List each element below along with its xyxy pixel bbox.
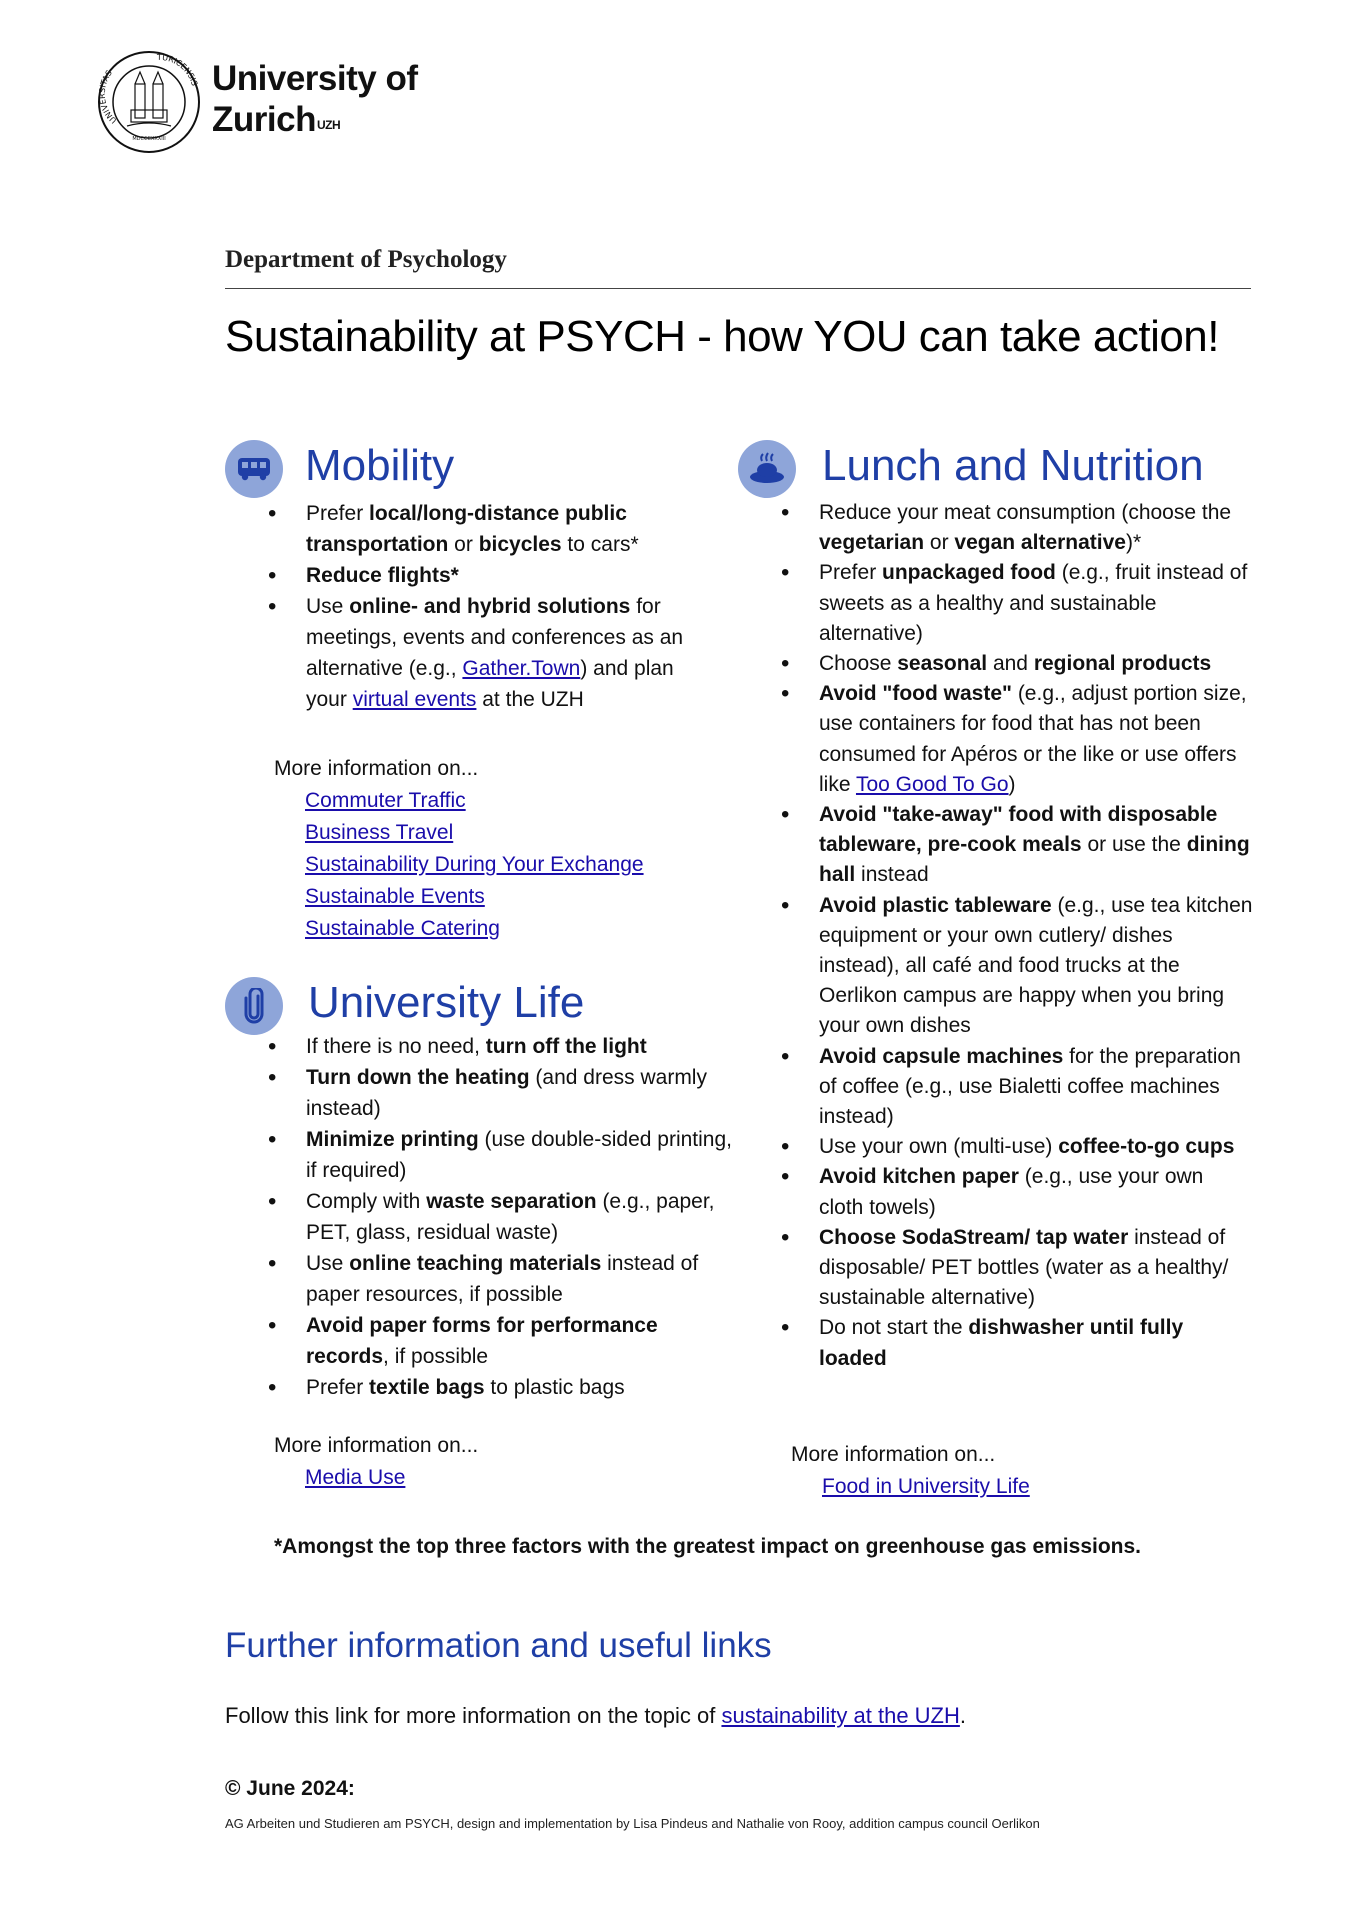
food-university-life-link[interactable]: Food in University Life bbox=[822, 1475, 1030, 1498]
list-item: • Comply with waste separation (e.g., paper, PET, glass, residual waste) bbox=[268, 1186, 738, 1248]
paperclip-icon bbox=[225, 977, 283, 1035]
header-divider bbox=[225, 288, 1251, 289]
list-item: • Avoid "take-away" food with disposable tableware, pre-cook meals or use the dining hall instead bbox=[781, 800, 1253, 891]
gather-town-link[interactable]: Gather.Town bbox=[462, 657, 581, 680]
lunch-list bbox=[781, 498, 1253, 1374]
footnote: *Amongst the top three factors with the greatest impact on greenhouse gas emissions. bbox=[274, 1535, 1141, 1558]
list-item: • Avoid paper forms for performance records, if possible bbox=[268, 1310, 738, 1372]
list-item: • Choose seasonal and regional products bbox=[781, 649, 1253, 679]
list-item: • Avoid capsule machines for the preparation of coffee (e.g., use Bialetti coffee machines instead) bbox=[781, 1042, 1253, 1133]
media-use-link[interactable]: Media Use bbox=[305, 1466, 406, 1489]
list-item: • Reduce flights* bbox=[268, 560, 718, 591]
further-info-text: Follow this link for more information on the topic of sustainability at the UZH. bbox=[225, 1703, 967, 1728]
food-plate-icon bbox=[738, 440, 796, 498]
uzh-seal-logo bbox=[97, 50, 201, 154]
list-item: • Prefer local/long-distance public transportation or bicycles to cars* bbox=[268, 498, 718, 560]
business-travel-link[interactable]: Business Travel bbox=[305, 821, 454, 844]
lunch-more-info bbox=[791, 1439, 1030, 1503]
university-name-line2: Zurich bbox=[212, 100, 316, 139]
department-name: Department of Psychology bbox=[225, 246, 507, 273]
svg-text:TURICENSIS: TURICENSIS bbox=[156, 52, 200, 87]
lunch-heading: Lunch and Nutrition bbox=[822, 441, 1204, 490]
list-item: • Do not start the dishwasher until fully loaded bbox=[781, 1313, 1253, 1373]
list-item: • Avoid kitchen paper (e.g., use your own cloth towels) bbox=[781, 1162, 1253, 1222]
virtual-events-link[interactable]: virtual events bbox=[352, 688, 477, 711]
mobility-more-info bbox=[274, 753, 644, 945]
more-info-label: More information on... bbox=[274, 1434, 479, 1457]
bus-icon bbox=[225, 440, 283, 498]
svg-text:MDCCCXXXIII: MDCCCXXXIII bbox=[132, 136, 166, 142]
list-item: • Use your own (multi-use) coffee-to-go cups bbox=[781, 1132, 1253, 1162]
page-title: Sustainability at PSYCH - how YOU can take action! bbox=[225, 312, 1220, 361]
list-item: • Avoid plastic tableware (e.g., use tea kitchen equipment or your own cutlery/ dishes instead), all café and food trucks at the Oerlikon campus are happy when you bring your own dishes bbox=[781, 891, 1253, 1042]
university-life-list bbox=[268, 1031, 738, 1403]
list-item: • Prefer textile bags to plastic bags bbox=[268, 1372, 738, 1403]
list-item: • Prefer unpackaged food (e.g., fruit instead of sweets as a healthy and sustainable alternative) bbox=[781, 558, 1253, 649]
university-name bbox=[212, 58, 418, 140]
list-item: • Use online- and hybrid solutions for meetings, events and conferences as an alternative (e.g., Gather.Town) and plan your virtual events at the UZH bbox=[268, 591, 718, 715]
university-name-line1: University of bbox=[212, 59, 418, 98]
further-info-heading: Further information and useful links bbox=[225, 1626, 772, 1665]
sustainable-events-link[interactable]: Sustainable Events bbox=[305, 885, 485, 908]
copyright: © June 2024: bbox=[225, 1777, 355, 1800]
list-item: • Avoid "food waste" (e.g., adjust portion size, use containers for food that has not been consumed for Apéros or the like or use offers like Too Good To Go) bbox=[781, 679, 1253, 800]
list-item: • Choose SodaStream/ tap water instead of disposable/ PET bottles (water as a healthy/ sustainable alternative) bbox=[781, 1223, 1253, 1314]
list-item: • Minimize printing (use double-sided printing, if required) bbox=[268, 1124, 738, 1186]
commuter-traffic-link[interactable]: Commuter Traffic bbox=[305, 789, 466, 812]
more-info-label: More information on... bbox=[791, 1443, 996, 1466]
credits: AG Arbeiten und Studieren am PSYCH, design and implementation by Lisa Pindeus and Nathalie von Rooy, addition campus council Oerlikon bbox=[225, 1816, 1040, 1831]
uzh-sustainability-link[interactable]: sustainability at the UZH bbox=[721, 1703, 960, 1728]
exchange-sustainability-link[interactable]: Sustainability During Your Exchange bbox=[305, 853, 644, 876]
too-good-to-go-link[interactable]: Too Good To Go bbox=[855, 772, 1009, 796]
uzh-superscript: UZH bbox=[316, 118, 341, 132]
sustainable-catering-link[interactable]: Sustainable Catering bbox=[305, 917, 500, 940]
mobility-heading: Mobility bbox=[305, 441, 455, 490]
list-item: • Use online teaching materials instead of paper resources, if possible bbox=[268, 1248, 738, 1310]
list-item: • Reduce your meat consumption (choose the vegetarian or vegan alternative)* bbox=[781, 498, 1253, 558]
list-item: • If there is no need, turn off the light bbox=[268, 1031, 738, 1062]
university-life-more-info bbox=[274, 1430, 478, 1494]
more-info-label: More information on... bbox=[274, 757, 479, 780]
svg-text:UNIVERSITAS: UNIVERSITAS bbox=[97, 68, 119, 126]
mobility-list bbox=[268, 498, 718, 715]
list-item: • Turn down the heating (and dress warmly instead) bbox=[268, 1062, 738, 1124]
university-life-heading: University Life bbox=[308, 978, 585, 1027]
